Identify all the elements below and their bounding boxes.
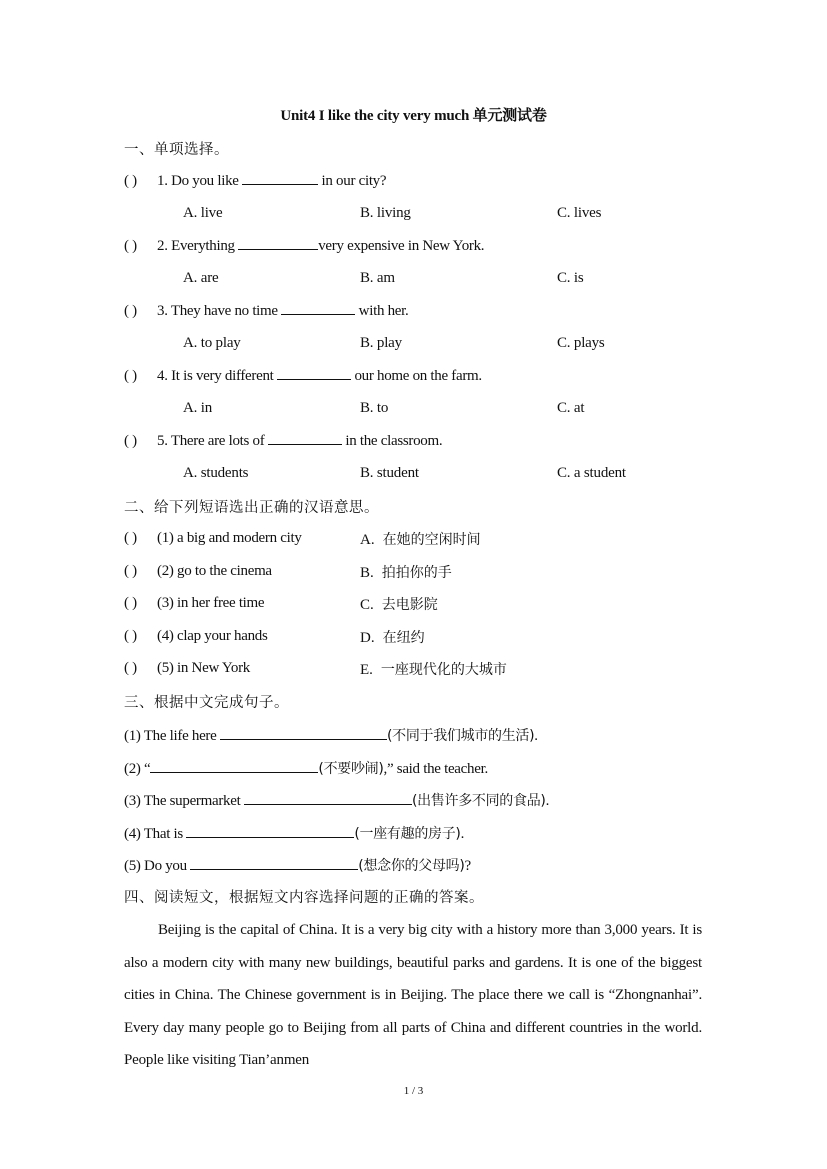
option-c: C. lives xyxy=(557,205,602,221)
match-option-a: A. 在她的空闲时间 xyxy=(360,532,481,548)
section3-heading: 三、根据中文完成句子。 xyxy=(124,695,289,711)
match-item-3: ( ) (3) in her free time xyxy=(124,595,265,611)
answer-blank xyxy=(244,792,412,805)
translate-item-4: (4) That is (一座有趣的房子). xyxy=(124,826,465,842)
question-4: ( ) 4. It is very different our home on the farm. xyxy=(124,368,482,384)
translate-item-3: (3) The supermarket (出售许多不同的食品). xyxy=(124,793,550,809)
match-item-2: ( ) (2) go to the cinema xyxy=(124,563,272,579)
option-a: A. are xyxy=(183,270,219,286)
question-1: ( ) 1. Do you like in our city? xyxy=(124,173,387,189)
answer-blank xyxy=(242,172,318,185)
answer-blank xyxy=(281,302,355,315)
option-a: A. live xyxy=(183,205,223,221)
section2-heading: 二、给下列短语选出正确的汉语意思。 xyxy=(124,500,379,516)
option-b: B. play xyxy=(360,335,402,351)
translate-item-1: (1) The life here (不同于我们城市的生活). xyxy=(124,728,538,744)
option-a: A. students xyxy=(183,465,249,481)
answer-blank xyxy=(277,367,351,380)
answer-blank xyxy=(190,857,358,870)
option-b: B. student xyxy=(360,465,419,481)
option-c: C. is xyxy=(557,270,584,286)
question-2: ( ) 2. Everything very expensive in New York. xyxy=(124,238,485,254)
option-b: B. to xyxy=(360,400,389,416)
page-number: 1 / 3 xyxy=(403,1085,424,1097)
option-b: B. living xyxy=(360,205,411,221)
question-3: ( ) 3. They have no time with her. xyxy=(124,303,409,319)
option-a: A. to play xyxy=(183,335,241,351)
translate-item-5: (5) Do you (想念你的父母吗)? xyxy=(124,858,471,874)
match-option-d: D. 在纽约 xyxy=(360,630,425,646)
match-option-e: E. 一座现代化的大城市 xyxy=(360,662,507,678)
option-c: C. at xyxy=(557,400,585,416)
section1-heading: 一、单项选择。 xyxy=(124,142,229,158)
option-c: C. a student xyxy=(557,465,626,481)
answer-blank xyxy=(150,760,318,773)
page-title: Unit4 I like the city very much 单元测试卷 xyxy=(280,108,547,124)
section4-heading: 四、阅读短文，根据短文内容选择问题的正确的答案。 xyxy=(124,890,484,906)
translate-item-2: (2) “ (不要吵闹),” said the teacher. xyxy=(124,761,488,777)
option-c: C. plays xyxy=(557,335,605,351)
option-a: A. in xyxy=(183,400,213,416)
match-item-5: ( ) (5) in New York xyxy=(124,660,251,676)
answer-blank xyxy=(220,727,387,740)
reading-passage: Beijing is the capital of China. It is a very big city with a history more than 3,000 years. It is also a modern city with many new buildings, beautiful parks and gardens. It is one of the biggest cities in China. The Chinese government is in Beijing. The place there we call is “Zhongnanhai”. Every day many people go to Beijing from all parts of China and different countries in the world. People like visiting Tian’anmen xyxy=(124,922,702,1068)
match-item-1: ( ) (1) a big and modern city xyxy=(124,530,302,546)
answer-blank xyxy=(268,432,342,445)
answer-blank xyxy=(186,825,354,838)
option-b: B. am xyxy=(360,270,395,286)
match-option-b: B. 拍拍你的手 xyxy=(360,565,452,581)
question-5: ( ) 5. There are lots of in the classroom. xyxy=(124,433,443,449)
match-option-c: C. 去电影院 xyxy=(360,597,438,613)
match-item-4: ( ) (4) clap your hands xyxy=(124,628,268,644)
answer-blank xyxy=(238,237,318,250)
